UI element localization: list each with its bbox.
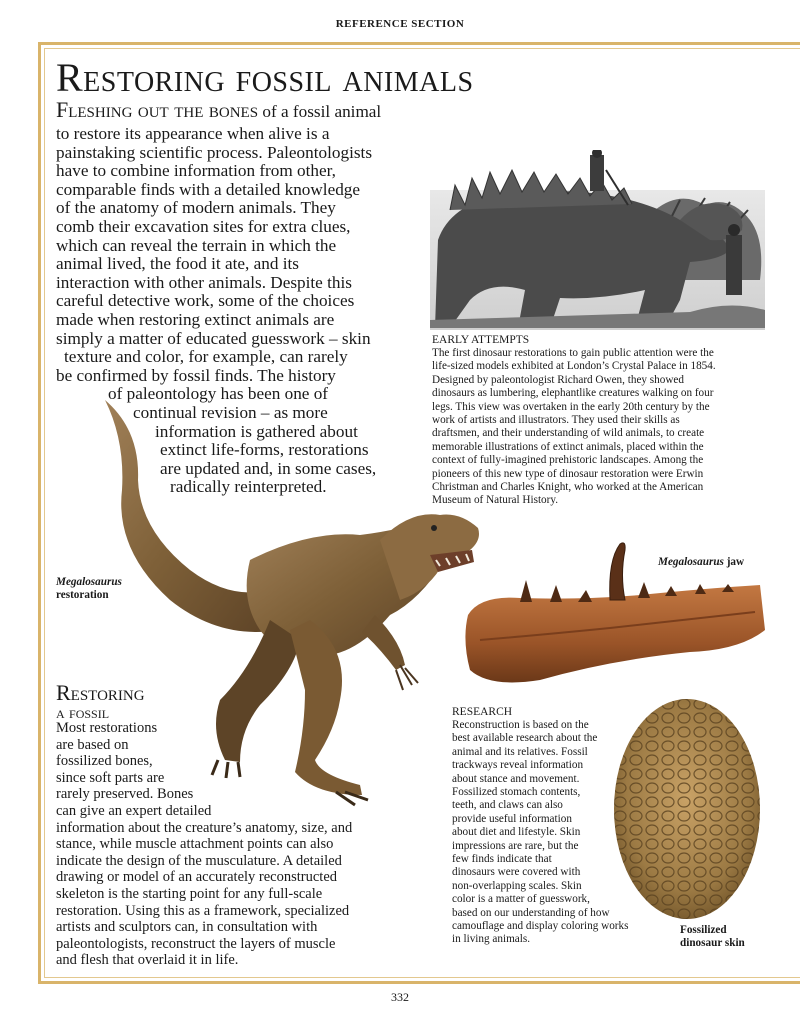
research-line: color is a matter of guesswork,	[452, 893, 590, 906]
intro-line: are updated and, in some cases,	[160, 458, 377, 478]
research-line: about diet and lifestyle. Skin	[452, 826, 581, 839]
intro-line: extinct life-forms, restorations	[160, 440, 369, 460]
intro-line: careful detective work, some of the choices	[56, 291, 355, 311]
early-attempts-line: legs. This view was overtaken in the early 20th century by the	[432, 400, 710, 413]
restoring-line: Most restorations	[56, 720, 158, 736]
research-line: non-overlapping scales. Skin	[452, 879, 582, 892]
fossilized-skin-illustration	[612, 697, 762, 922]
early-attempts-line: context of fully-imagined prehistoric landscapes. Among the	[432, 454, 704, 467]
megalosaurus-jaw-illustration	[460, 540, 770, 695]
restoring-line: information about the creature’s anatomy, size, and	[56, 819, 353, 836]
restoring-line: rarely preserved. Bones	[56, 786, 194, 803]
research-line: Fossilized stomach contents,	[452, 786, 581, 798]
restoring-line: and flesh that overlaid it in life.	[56, 952, 239, 969]
restoring-line: paleontologists, reconstruct the layers of muscle	[56, 935, 336, 952]
research-line: provide useful information	[452, 812, 572, 825]
research-line: about stance and movement.	[452, 772, 580, 785]
restoring-line: are based on	[56, 736, 129, 753]
page-number: 332	[391, 990, 409, 1004]
research-line: based on our understanding of how	[452, 906, 610, 919]
early-attempts-line: work of artists and illustrators. They used their skills as	[432, 414, 680, 426]
skin-label-line1: Fossilized	[680, 924, 727, 936]
restoration-label-suffix: restoration	[56, 589, 109, 601]
restoring-line: stance, while muscle attachment points can also	[56, 836, 334, 853]
intro-line: texture and color, for example, can rarely	[64, 347, 348, 367]
research-line: dinosaurs were covered with	[452, 866, 581, 879]
restoring-line: can give an expert detailed	[56, 803, 212, 819]
restoring-heading-2: a fossil	[56, 702, 110, 722]
early-attempts-heading: EARLY ATTEMPTS	[432, 334, 530, 346]
restoring-line: artists and sculptors can, in consultation with	[56, 919, 318, 936]
intro-line: information is gathered about	[155, 421, 358, 441]
research-heading: RESEARCH	[452, 706, 513, 718]
restoring-line: restoration. Using this as a framework, specialized	[56, 902, 350, 919]
restoring-line: drawing or model of an accurately reconstructed	[56, 869, 338, 886]
research-line: teeth, and claws can also	[452, 799, 563, 812]
section-label: REFERENCE SECTION	[335, 18, 465, 30]
intro-lead: Fleshing out the bones	[56, 97, 259, 122]
intro-line: continual revision – as more	[133, 403, 328, 422]
intro-line: have to combine information from other,	[56, 161, 336, 181]
restoring-line: skeleton is the starting point for any full-scale	[56, 886, 323, 902]
research-line: animal and its relatives. Fossil	[452, 745, 588, 758]
megalosaurus-restoration-illustration	[100, 400, 485, 810]
intro-line: to restore its appearance when alive is a	[56, 124, 330, 143]
intro-line: comparable finds with a detailed knowledge	[56, 179, 361, 199]
crystal-palace-photo	[430, 150, 765, 330]
intro-line: made when restoring extinct animals are	[56, 310, 335, 329]
early-attempts-line: life-sized models exhibited at London’s Crystal Palace in 1854.	[432, 360, 716, 373]
research-line: in living animals.	[452, 933, 530, 946]
intro-line: of the anatomy of modern animals. They	[56, 198, 336, 218]
early-attempts-line: memorable illustrations of extinct animals, placed within the	[432, 440, 704, 453]
research-line: few finds indicate that	[452, 853, 552, 865]
early-attempts-line: dinosaurs as lumbering, elephantlike creatures walking on four	[432, 387, 714, 400]
research-line: trackways reveal information	[452, 759, 584, 772]
restoration-label-name: Megalosaurus	[56, 576, 122, 588]
restoring-line: fossilized bones,	[56, 753, 153, 770]
skin-label-line2: dinosaur skin	[680, 937, 745, 949]
jaw-label: Megalosaurus jaw	[658, 556, 745, 568]
intro-line: comb their excavation sites for extra clues,	[56, 217, 351, 236]
intro-line: be confirmed by fossil finds. The history	[56, 365, 336, 385]
intro-line: Fleshing out the bones of a fossil animal	[56, 97, 382, 122]
restoring-line: indicate the design of the musculature. A detailed	[56, 852, 342, 869]
intro-line: interaction with other animals. Despite this	[56, 272, 352, 292]
research-line: impressions are rare, but the	[452, 839, 579, 852]
research-line: Reconstruction is based on the	[452, 719, 589, 731]
intro-line: which can reveal the terrain in which the	[56, 235, 337, 255]
early-attempts-line: draftsmen, and their understanding of wild animals, to create	[432, 427, 705, 440]
early-attempts-line: Designed by paleontologist Richard Owen, they showed	[432, 373, 684, 386]
intro-line: radically reinterpreted.	[170, 477, 327, 497]
early-attempts-line: pioneers of this new type of dinosaur restoration were Erwin	[432, 467, 704, 480]
intro-line: simply a matter of educated guesswork – skin	[56, 328, 371, 348]
early-attempts-line: The first dinosaur restorations to gain public attention were the	[432, 347, 714, 359]
early-attempts-line: Christman and Charles Knight, who worked at the American	[432, 481, 704, 493]
restoring-heading-1: Restoring	[56, 680, 145, 705]
restoring-line: since soft parts are	[56, 769, 165, 786]
research-line: best available research about the	[452, 732, 598, 745]
intro-line: animal lived, the food it ate, and its	[56, 254, 299, 274]
page-title: Restoring fossil animals	[56, 55, 474, 100]
research-line: camouflage and display coloring works	[452, 920, 629, 932]
early-attempts-line: Museum of Natural History.	[432, 494, 559, 507]
intro-line: of paleontology has been one of	[108, 384, 329, 404]
intro-line: painstaking scientific process. Paleontologists	[56, 142, 373, 162]
